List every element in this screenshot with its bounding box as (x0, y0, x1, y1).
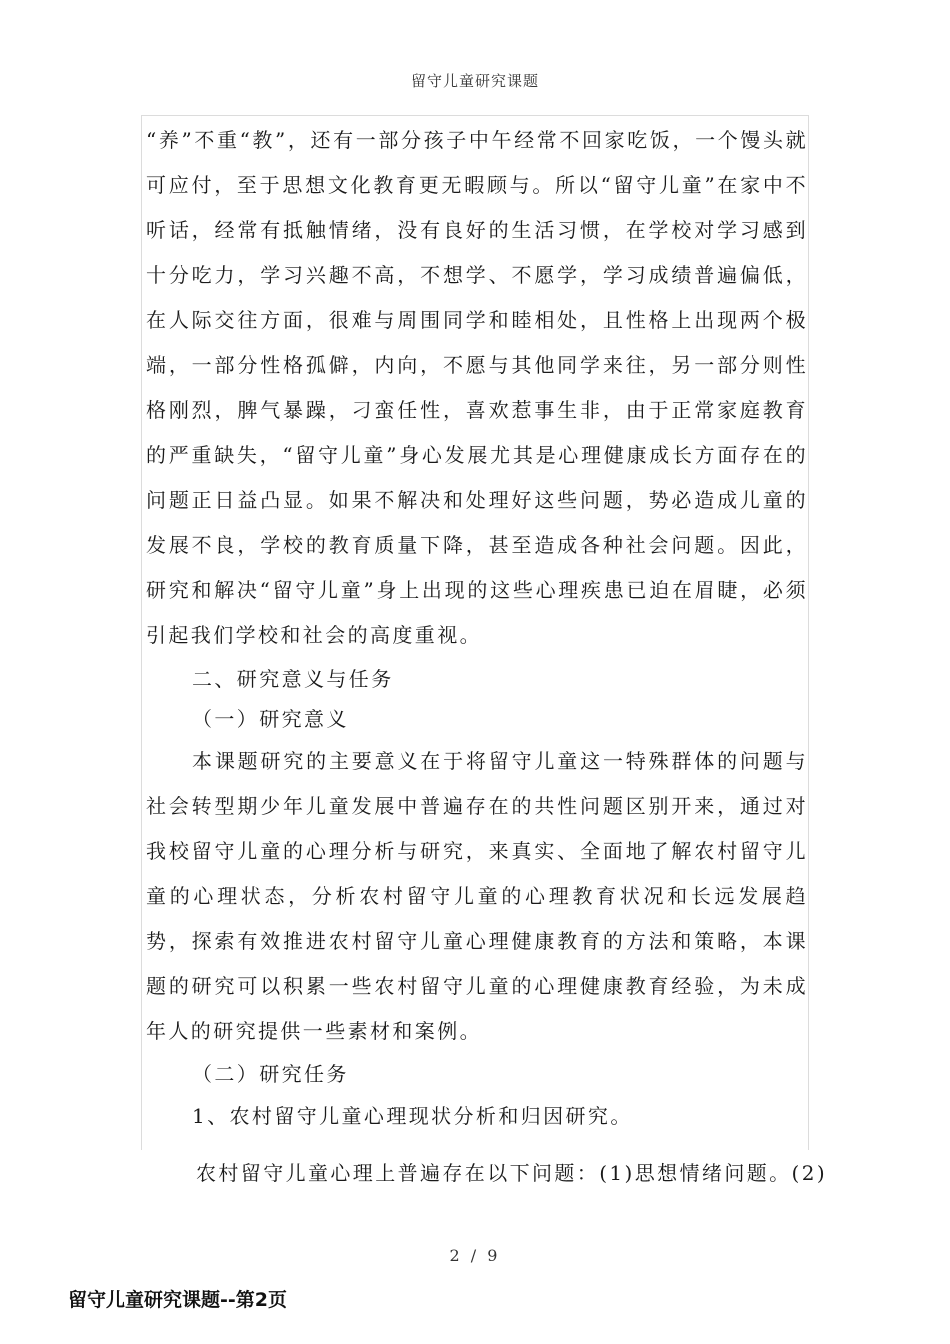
paragraph-significance: 本课题研究的主要意义在于将留守儿童这一特殊群体的问题与社会转型期少年儿童发展中普遍存在的共性问题区别开来，通过对我校留守儿童的心理分析与研究，来真实、全面地了解农村留守儿童的心理状态，分析农村留守儿童的心理教育状况和长远发展趋势，探索有效推进农村留守儿童心理健康教育的方法和策略，本课题的研究可以积累一些农村留守儿童的心理健康教育经验，为未成年人的研究提供一些素材和案例。 (146, 749, 808, 1043)
running-header: 留守儿童研究课题 (410, 72, 539, 90)
subsection-heading-tasks: （二）研究任务 (192, 1062, 349, 1086)
subsection-heading-significance: （一）研究意义 (192, 707, 349, 731)
footer-label: 留守儿童研究课题--第2页 (68, 1289, 287, 1311)
section-heading: 二、研究意义与任务 (192, 667, 394, 691)
paragraph-problems-start: 农村留守儿童心理上普遍存在以下问题：(1)思想情绪问题。(2) (196, 1161, 828, 1185)
task-item-1: 1、农村留守儿童心理现状分析和归因研究。 (192, 1104, 633, 1128)
document-body (146, 118, 808, 1139)
page-number: 2 / 9 (449, 1246, 501, 1265)
paragraph-continuation: “养”不重“教”，还有一部分孩子中午经常不回家吃饭，一个馒头就可应付，至于思想文化教育更无暇顾与。所以“留守儿童”在家中不听话，经常有抵触情绪，没有良好的生活习惯，在学校对学习感到十分吃力，学习兴趣不高，不想学、不愿学，学习成绩普遍偏低，在人际交往方面，很难与周围同学和睦相处，且性格上出现两个极端，一部分性格孤僻，内向，不愿与其他同学来往，另一部分则性格刚烈，脾气暴躁，刁蛮任性，喜欢惹事生非，由于正常家庭教育的严重缺失，“留守儿童”身心发展尤其是心理健康成长方面存在的问题正日益凸显。如果不解决和处理好这些问题，势必造成儿童的发展不良，学校的教育质量下降，甚至造成各种社会问题。因此，研究和解决“留守儿童”身上出现的这些心理疾患已迫在眉睫，必须引起我们学校和社会的高度重视。 (146, 128, 808, 647)
